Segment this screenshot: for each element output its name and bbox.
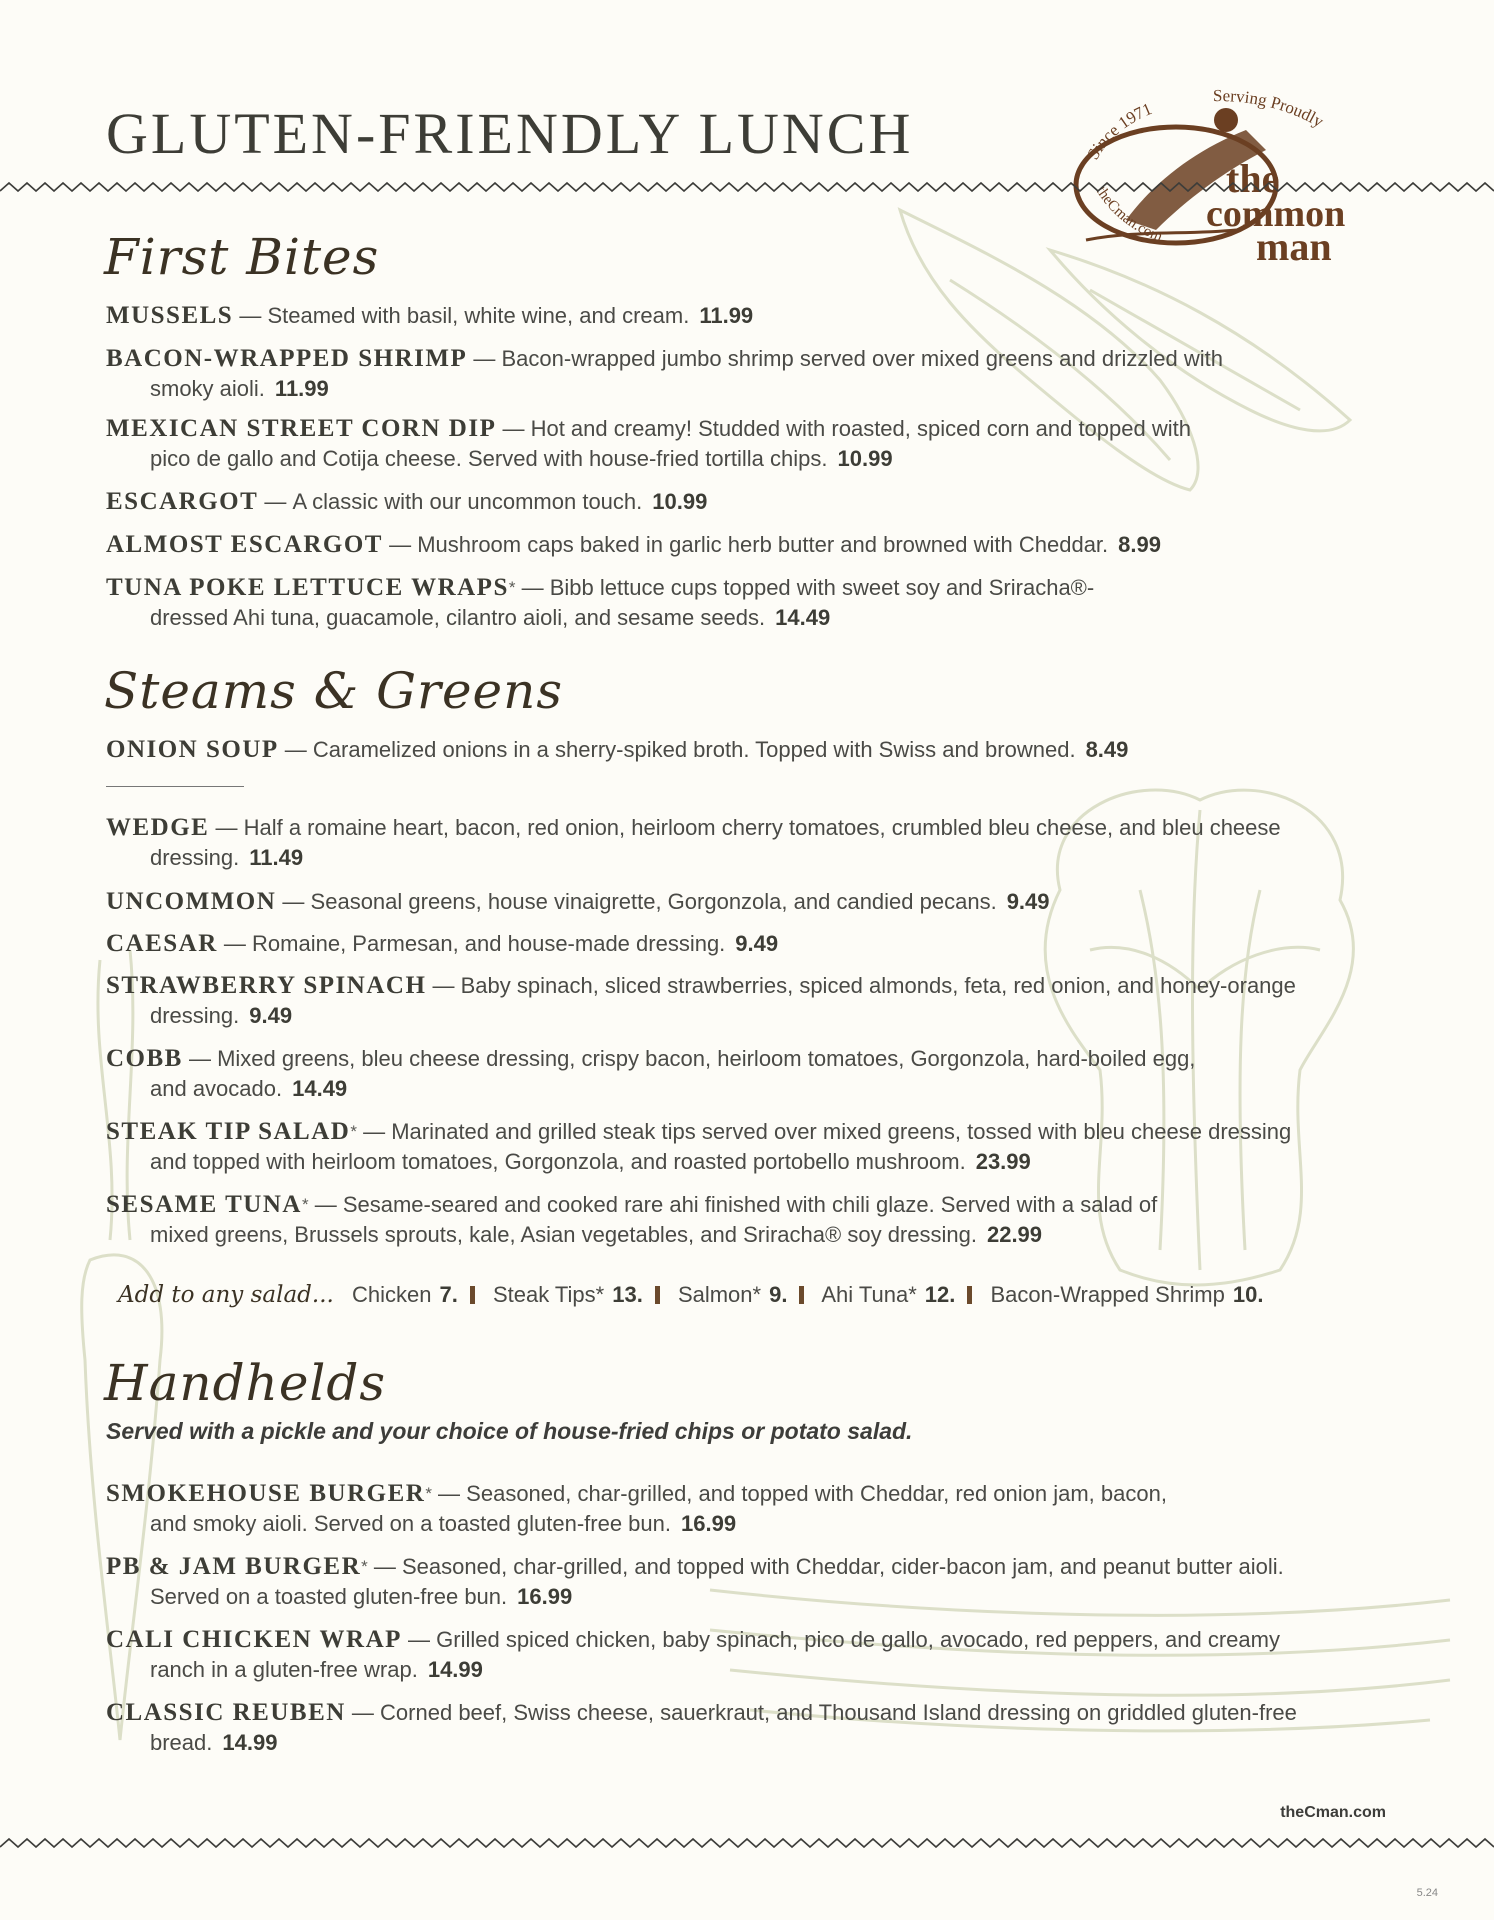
item-description: A classic with our uncommon touch.	[292, 489, 643, 514]
item-description: Hot and creamy! Studded with roasted, spiced corn and topped with	[530, 416, 1191, 441]
item-name: STEAK TIP SALAD	[106, 1118, 351, 1145]
item-description-cont: dressing.	[150, 1003, 240, 1028]
logo-man-text: man	[1256, 224, 1332, 269]
menu-item-onion-soup: ONION SOUP — Caramelized onions in a sherry-spiked broth. Topped with Swiss and browned. 8.49	[106, 736, 1129, 763]
menu-item-steak-tip-salad: STEAK TIP SALAD* — Marinated and grilled steak tips served over mixed greens, tossed with bleu cheese dressing and topped with heirloom tomatoes, Gorgonzola, and roasted portobello mushroom. 23.99	[106, 1118, 1292, 1174]
raw-warning-star: *	[350, 1122, 357, 1141]
item-description-cont: and avocado.	[150, 1076, 283, 1101]
item-description: Mixed greens, bleu cheese dressing, crispy bacon, heirloom tomatoes, Gorgonzola, hard-boiled egg,	[217, 1046, 1196, 1071]
raw-warning-star: *	[425, 1484, 432, 1503]
item-name: ALMOST ESCARGOT	[106, 531, 383, 558]
item-name: WEDGE	[106, 814, 210, 841]
item-price: 11.99	[699, 303, 754, 328]
item-name: SESAME TUNA	[106, 1191, 302, 1218]
item-description-cont: Served on a toasted gluten-free bun.	[150, 1584, 508, 1609]
raw-warning-star: *	[508, 578, 516, 597]
item-name: TUNA POKE LETTUCE WRAPS	[106, 574, 509, 601]
addon-separator	[655, 1286, 660, 1304]
logo-serving-text: Serving Proudly	[1212, 86, 1327, 132]
item-description-cont: bread.	[150, 1730, 213, 1755]
item-description: Steamed with basil, white wine, and cream.	[267, 303, 690, 328]
addon-option: Bacon-Wrapped Shrimp 10.	[990, 1282, 1264, 1307]
item-name: CLASSIC REUBEN	[106, 1699, 346, 1726]
item-description: Grilled spiced chicken, baby spinach, pico de gallo, avocado, red peppers, and creamy	[436, 1627, 1280, 1652]
item-description: Bacon-wrapped jumbo shrimp served over mixed greens and drizzled with	[501, 346, 1223, 371]
item-name: MUSSELS	[106, 302, 234, 329]
item-name: MEXICAN STREET CORN DIP	[106, 415, 497, 442]
item-description-cont: dressed Ahi tuna, guacamole, cilantro aioli, and sesame seeds.	[150, 605, 766, 630]
item-price: 8.99	[1118, 532, 1161, 557]
logo-common-text: common	[1206, 193, 1346, 235]
item-name: ESCARGOT	[106, 488, 259, 515]
item-description: Half a romaine heart, bacon, red onion, heirloom cherry tomatoes, crumbled bleu cheese, and bleu cheese	[243, 815, 1281, 840]
item-price: 10.99	[652, 489, 708, 514]
page-title: GLUTEN-FRIENDLY LUNCH	[106, 101, 914, 166]
section-heading-first-bites: First Bites	[104, 228, 380, 286]
item-description-cont: smoky aioli.	[150, 376, 265, 401]
item-description: Marinated and grilled steak tips served over mixed greens, tossed with bleu cheese dressing	[391, 1119, 1292, 1144]
item-price: 23.99	[975, 1149, 1031, 1174]
handhelds-note: Served with a pickle and your choice of house-fried chips or potato salad.	[106, 1418, 913, 1444]
item-price: 14.49	[292, 1076, 348, 1101]
item-name: SMOKEHOUSE BURGER	[106, 1480, 426, 1507]
raw-warning-star: *	[361, 1557, 368, 1576]
item-name: PB & JAM BURGER	[106, 1553, 362, 1580]
section-heading-handhelds: Handhelds	[104, 1354, 387, 1412]
item-description: Mushroom caps baked in garlic herb butter and browned with Cheddar.	[417, 532, 1109, 557]
addon-label: Add to any salad...	[118, 1282, 334, 1308]
item-description: Baby spinach, sliced strawberries, spiced almonds, feta, red onion, and honey-orange	[460, 973, 1296, 998]
item-description-cont: ranch in a gluten-free wrap.	[150, 1657, 418, 1682]
zigzag-divider-top	[0, 180, 1494, 194]
addon-separator	[799, 1286, 804, 1304]
item-description-cont: dressing.	[150, 845, 240, 870]
footer-date-code: 5.24	[1416, 1887, 1438, 1899]
item-price: 8.49	[1085, 737, 1129, 762]
item-description: Seasoned, char-grilled, and topped with Cheddar, cider-bacon jam, and peanut butter aioli.	[402, 1554, 1284, 1579]
item-name: CALI CHICKEN WRAP	[106, 1626, 402, 1653]
menu-item-tuna-poke-lettuce-wraps: TUNA POKE LETTUCE WRAPS* — Bibb lettuce cups topped with sweet soy and Sriracha®- dressed Ahi tuna, guacamole, cilantro aioli, and sesame seeds. 14.49	[106, 574, 1095, 630]
item-price: 14.99	[427, 1657, 483, 1682]
menu-item-smokehouse-burger: SMOKEHOUSE BURGER* — Seasoned, char-grilled, and topped with Cheddar, red onion jam, bacon, and smoky aioli. Served on a toasted gluten-free bun. 16.99	[106, 1480, 1167, 1536]
menu-item-bacon-wrapped-shrimp: BACON-WRAPPED SHRIMP — Bacon-wrapped jumbo shrimp served over mixed greens and drizzled with smoky aioli. 11.99	[106, 345, 1223, 401]
item-description: Caramelized onions in a sherry-spiked broth. Topped with Swiss and browned.	[312, 737, 1076, 762]
item-description: Romaine, Parmesan, and house-made dressing.	[252, 931, 726, 956]
menu-item-wedge: WEDGE — Half a romaine heart, bacon, red onion, heirloom cherry tomatoes, crumbled bleu cheese, and bleu cheese dressing. 11.49	[106, 814, 1281, 870]
item-description: Seasoned, char-grilled, and topped with Cheddar, red onion jam, bacon,	[466, 1481, 1167, 1506]
menu-item-caesar: CAESAR — Romaine, Parmesan, and house-made dressing. 9.49	[106, 930, 779, 957]
item-price: 9.49	[249, 1003, 293, 1028]
item-price: 14.49	[775, 605, 831, 630]
item-price: 10.99	[837, 446, 893, 471]
footer-website: theCman.com	[1280, 1804, 1386, 1821]
addon-option: Salmon* 9.	[677, 1282, 788, 1307]
item-price: 16.99	[681, 1511, 737, 1536]
item-name: BACON-WRAPPED SHRIMP	[106, 345, 468, 372]
item-price: 22.99	[986, 1222, 1043, 1247]
item-price: 9.49	[735, 931, 779, 956]
addon-option: Ahi Tuna* 12.	[821, 1282, 956, 1307]
menu-item-mussels: MUSSELS — Steamed with basil, white wine, and cream. 11.99	[106, 302, 754, 329]
menu-item-mexican-street-corn-dip: MEXICAN STREET CORN DIP — Hot and creamy! Studded with roasted, spiced corn and topped with pico de gallo and Cotija cheese. Served with house-fried tortilla chips. 10.99	[106, 415, 1191, 471]
addon-separator	[470, 1286, 475, 1304]
item-description: Sesame-seared and cooked rare ahi finished with chili glaze. Served with a salad of	[342, 1192, 1158, 1217]
menu-item-almost-escargot: ALMOST ESCARGOT — Mushroom caps baked in garlic herb butter and browned with Cheddar. 8.99	[106, 531, 1161, 558]
logo-the-text: the	[1226, 156, 1280, 201]
item-description-cont: and smoky aioli. Served on a toasted gluten-free bun.	[150, 1511, 671, 1536]
item-price: 11.99	[274, 376, 329, 401]
item-description-cont: mixed greens, Brussels sprouts, kale, Asian vegetables, and Sriracha® soy dressing.	[150, 1222, 977, 1247]
menu-item-sesame-tuna: SESAME TUNA* — Sesame-seared and cooked rare ahi finished with chili glaze. Served with a salad of mixed greens, Brussels sprouts, kale, Asian vegetables, and Sriracha® soy dressing. 22.99	[106, 1191, 1158, 1247]
menu-item-cobb: COBB — Mixed greens, bleu cheese dressing, crispy bacon, heirloom tomatoes, Gorgonzola, hard-boiled egg, and avocado. 14.49	[106, 1045, 1196, 1101]
item-price: 14.99	[222, 1730, 278, 1755]
addon-separator	[967, 1286, 972, 1304]
item-name: STRAWBERRY SPINACH	[106, 972, 427, 999]
item-description-cont: pico de gallo and Cotija cheese. Served with house-fried tortilla chips.	[150, 446, 828, 471]
item-name: COBB	[106, 1045, 183, 1072]
menu-item-escargot: ESCARGOT — A classic with our uncommon touch. 10.99	[106, 488, 708, 515]
item-description: Corned beef, Swiss cheese, sauerkraut, and Thousand Island dressing on griddled gluten-free	[380, 1700, 1297, 1725]
menu-item-classic-reuben: CLASSIC REUBEN — Corned beef, Swiss cheese, sauerkraut, and Thousand Island dressing on griddled gluten-free bread. 14.99	[106, 1699, 1297, 1755]
logo-site-text: theCman.com	[1092, 183, 1165, 246]
item-description-cont: and topped with heirloom tomatoes, Gorgonzola, and roasted portobello mushroom.	[150, 1149, 966, 1174]
item-price: 9.49	[1006, 889, 1050, 914]
the-common-man-logo	[1066, 80, 1356, 270]
section-heading-steams-greens: Steams & Greens	[104, 662, 563, 720]
raw-warning-star: *	[301, 1195, 309, 1214]
zigzag-divider-bottom	[0, 1836, 1494, 1850]
item-price: 16.99	[517, 1584, 573, 1609]
menu-item-cali-chicken-wrap: CALI CHICKEN WRAP — Grilled spiced chicken, baby spinach, pico de gallo, avocado, red peppers, and creamy ranch in a gluten-free wrap. 14.99	[106, 1626, 1280, 1682]
addon-option: Chicken 7.	[351, 1282, 458, 1307]
menu-item-uncommon: UNCOMMON — Seasonal greens, house vinaigrette, Gorgonzola, and candied pecans. 9.49	[106, 888, 1050, 915]
item-name: CAESAR	[106, 930, 218, 957]
menu-item-strawberry-spinach: STRAWBERRY SPINACH — Baby spinach, sliced strawberries, spiced almonds, feta, red onion, and honey-orange dressing. 9.49	[106, 972, 1296, 1028]
item-description: Seasonal greens, house vinaigrette, Gorgonzola, and candied pecans.	[310, 889, 997, 914]
item-price: 11.49	[249, 845, 304, 870]
item-description: Bibb lettuce cups topped with sweet soy and Sriracha®-	[549, 575, 1095, 600]
item-name: ONION SOUP	[106, 736, 279, 763]
salad-addon-row	[118, 1282, 1263, 1308]
short-divider	[106, 786, 244, 787]
item-name: UNCOMMON	[106, 888, 277, 915]
logo-since-text: Since 1971	[1083, 99, 1155, 163]
menu-item-pb-jam-burger: PB & JAM BURGER* — Seasoned, char-grilled, and topped with Cheddar, cider-bacon jam, and peanut butter aioli. Served on a toasted gluten-free bun. 16.99	[106, 1553, 1284, 1609]
addon-option: Steak Tips* 13.	[492, 1282, 643, 1307]
